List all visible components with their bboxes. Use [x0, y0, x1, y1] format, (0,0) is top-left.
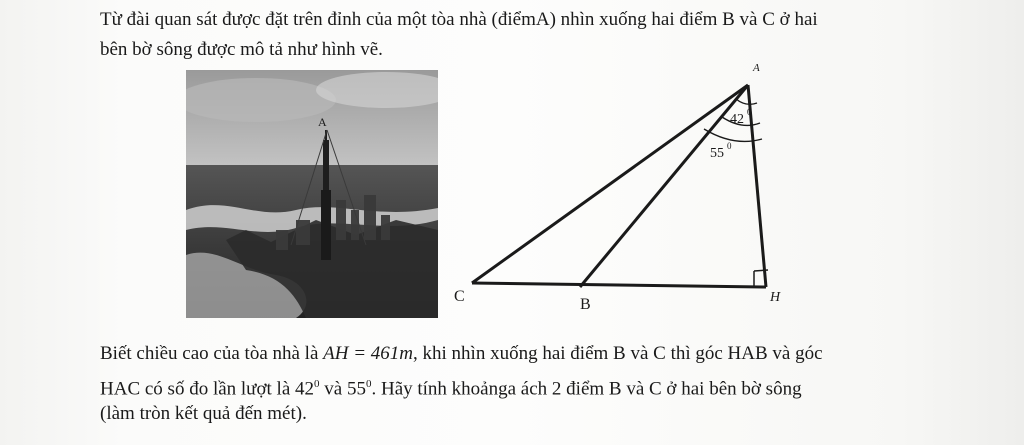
- label-c: C: [454, 288, 465, 305]
- segment-ac: [472, 85, 748, 283]
- triangle-diagram: [440, 55, 800, 330]
- angle-42-degree: 0: [747, 107, 752, 117]
- angle-55-degree-sup: 0: [365, 378, 372, 390]
- intro-line-1: Từ đài quan sát được đặt trên đỉnh của một tòa nhà (điểmA) nhìn xuống hai điểm B và C ở hai: [100, 9, 818, 30]
- angle-42-degree-sup: 0: [314, 378, 320, 390]
- angle-label-55: 55: [710, 146, 724, 161]
- tower-photo-illustration: [186, 70, 438, 318]
- angle-55-degree: 0: [727, 141, 732, 151]
- city-photo: [186, 70, 438, 318]
- label-a: A: [753, 62, 760, 74]
- triangle-figure: [440, 55, 800, 330]
- angle-value-42: 42: [295, 378, 315, 400]
- angle-value-55: 55: [346, 378, 366, 400]
- angle-arc-inner: [736, 99, 757, 104]
- question-text-2a: HAC có số đo lần lượt là: [100, 378, 296, 400]
- label-b: B: [580, 296, 591, 313]
- angle-label-42: 42: [730, 112, 744, 127]
- question-text-2b: . Hãy tính khoảnga ách 2 điểm B và C ở hai bên bờ sông: [371, 378, 802, 400]
- height-expression: AH = 461m: [323, 343, 414, 364]
- label-h: H: [770, 290, 781, 305]
- question-line-3: (làm tròn kết quả đến mét).: [100, 403, 307, 424]
- question-text-1b: , khi nhìn xuống hai điểm B và C thì góc HAB và góc: [413, 343, 823, 364]
- question-connector: và: [319, 378, 347, 400]
- question-text-1a: Biết chiều cao của tòa nhà là: [100, 343, 324, 364]
- photo-label-a: A: [318, 115, 327, 129]
- intro-line-2: bên bờ sông được mô tả như hình vẽ.: [100, 39, 383, 60]
- segment-ch: [472, 283, 766, 287]
- question-line-1: [100, 339, 823, 369]
